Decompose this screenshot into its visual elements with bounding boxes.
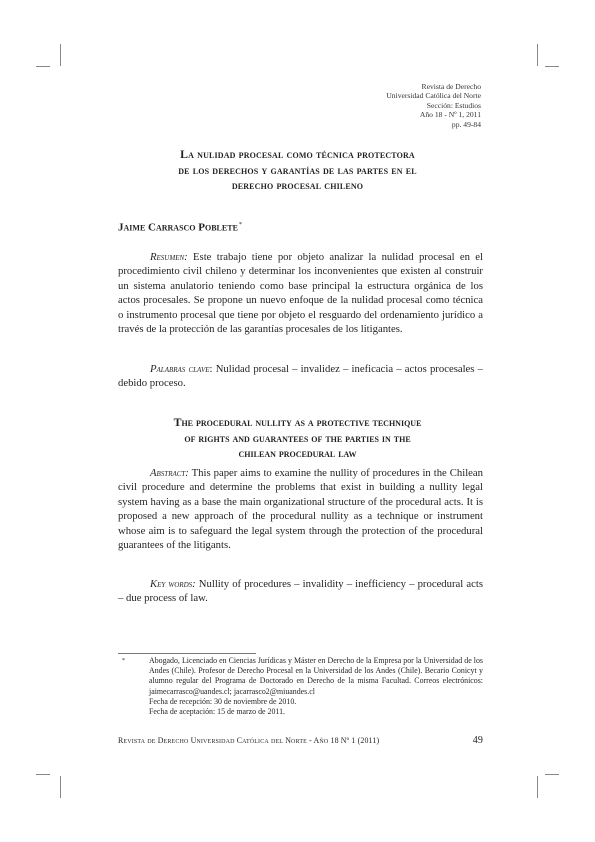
- crop-mark: [545, 774, 559, 775]
- abstract-text: This paper aims to examine the nullity of procedures in the Chilean civil procedure and determine the problems that exist in building a nullity legal system having as a base the main organizational structure of the procedural acts. It is proposed a new approach of the procedural nullity as a technique or instrument whose aim is to safeguard the legal system through the protection of the procedural guarantees of the litigants.: [118, 467, 483, 552]
- crop-mark: [60, 776, 61, 798]
- crop-mark: [36, 66, 50, 67]
- title-line: of rights and guarantees of the parties in the: [184, 430, 411, 445]
- title-line: derecho procesal chileno: [231, 178, 364, 193]
- resumen-paragraph: [118, 250, 483, 336]
- palabras-clave-paragraph: [118, 362, 483, 391]
- author: [118, 221, 242, 234]
- header-university: Universidad Católica del Norte: [386, 91, 481, 101]
- palabras-clave-text: : Nulidad procesal – invalidez – ineficacia – actos procesales – debido proceso.: [118, 363, 483, 390]
- page-number: 49: [472, 735, 483, 746]
- crop-mark: [60, 44, 61, 66]
- palabras-clave-label: Palabras clave: [150, 363, 210, 375]
- key-words-label: Key words:: [150, 578, 196, 590]
- article-title-english: [120, 415, 475, 462]
- title-line: chilean procedural law: [238, 446, 357, 461]
- author-name: Jaime Carrasco Poblete: [118, 221, 238, 234]
- running-header: [386, 82, 481, 129]
- crop-mark: [537, 776, 538, 798]
- title-line: de los derechos y garantías de las partes en el: [178, 162, 417, 177]
- title-line: La nulidad procesal como técnica protectora: [180, 147, 415, 161]
- article-title-spanish: [120, 147, 475, 194]
- crop-mark: [537, 44, 538, 66]
- header-issue: Año 18 - Nº 1, 2011: [419, 110, 481, 120]
- abstract-label: Abstract:: [150, 467, 189, 479]
- footnote-accepted: Fecha de aceptación: 15 de marzo de 2011.: [149, 707, 285, 717]
- footnote-rule: [118, 653, 256, 654]
- key-words-paragraph: [118, 577, 483, 606]
- footnote-received: Fecha de recepción: 30 de noviembre de 2010.: [149, 696, 297, 706]
- header-journal: Revista de Derecho: [421, 82, 481, 91]
- crop-mark: [36, 774, 50, 775]
- resumen-label: Resumen:: [150, 251, 188, 263]
- running-footer: [118, 736, 483, 745]
- crop-mark: [545, 66, 559, 67]
- footer-journal: Revista de Derecho Universidad Católica del Norte - Año 18 Nº 1 (2011): [118, 736, 380, 745]
- footnote: [118, 656, 483, 717]
- key-words-text: Nullity of procedures – invalidity – inefficiency – procedural acts – due process of law.: [118, 578, 483, 605]
- resumen-text: Este trabajo tiene por objeto analizar la nulidad procesal en el procedimiento civil chileno y determinar los inconvenientes que existen al construir un sistema anulatorio teniendo como base principal la estructura orgánica de los actos procesales. Se propone un nuevo enfoque de la nulidad procesal como técnica o instrumento procesal que tiene por objeto el resguardo del ordenamiento jurídico a través de la protección de las garantías procesales de los litigantes.: [118, 251, 483, 336]
- abstract-paragraph: [118, 466, 483, 552]
- header-section: Sección: Estudios: [426, 100, 481, 110]
- author-footnote-mark: *: [238, 221, 243, 228]
- footnote-mark: *: [122, 658, 125, 664]
- footnote-text: Abogado, Licenciado en Ciencias Jurídicas y Máster en Derecho de la Empresa por la Universidad de los Andes (Chile). Profesor de Derecho Procesal en la Universidad de los Andes (Chile). Becario Conicyt y alumno regular del Programa de Doctorado en Derecho de la misma Facultad. Correos electrónicos: jaimecarrasco@uandes.cl; jacarrasco2@miuandes.cl: [149, 656, 483, 696]
- title-line: The procedural nullity as a protective technique: [173, 415, 422, 429]
- header-pages: pp. 49-84: [451, 119, 481, 129]
